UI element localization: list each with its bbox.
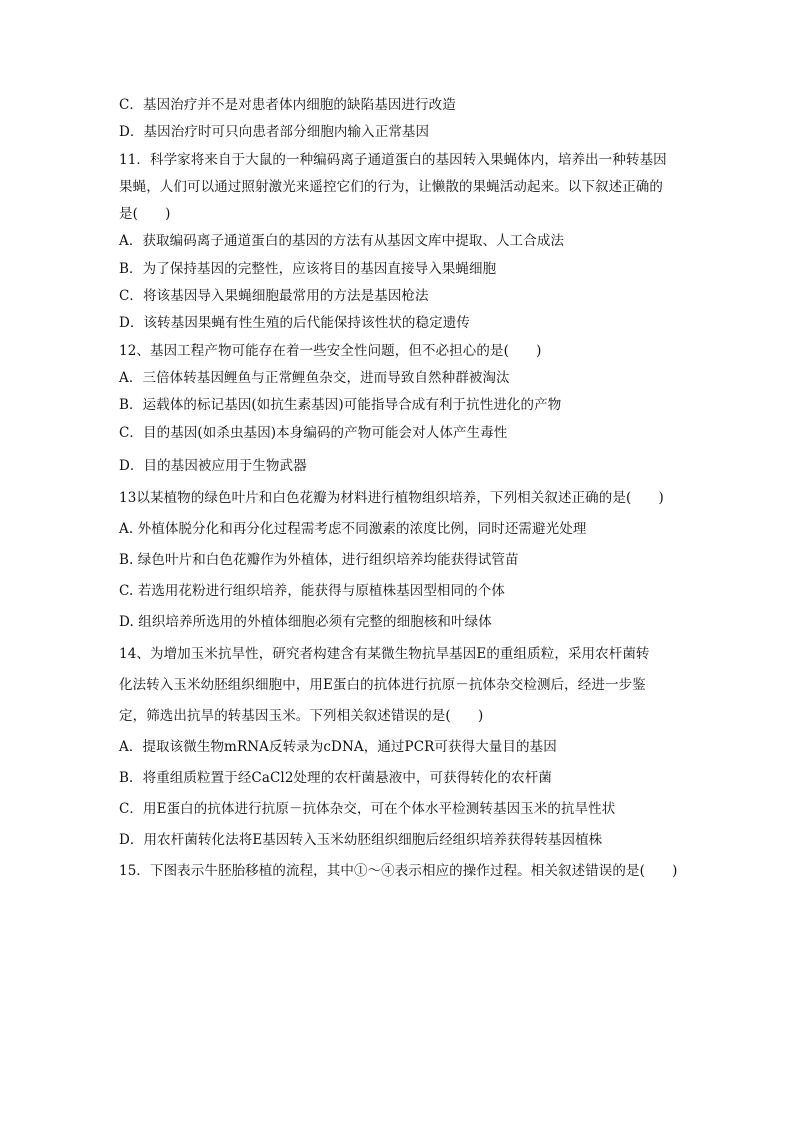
q12-option-d: D．目的基因被应用于生物武器 — [119, 458, 307, 474]
q13-stem: 13以某植物的绿色叶片和白色花瓣为材料进行植物组织培养，下列相关叙述正确的是( ) — [119, 490, 664, 506]
q11-option-c: C．将该基因导入果蝇细胞最常用的方法是基因枪法 — [119, 288, 429, 304]
q14-stem-line-2: 化法转入玉米幼胚组织细胞中，用E蛋白的抗体进行抗原－抗体杂交检测后，经进一步鉴 — [119, 677, 646, 693]
q11-stem-line-2: 果蝇，人们可以通过照射激光来遥控它们的行为，让懒散的果蝇活动起来。以下叙述正确的 — [119, 179, 663, 195]
q14-option-b: B．将重组质粒置于经CaCl2处理的农杆菌悬液中，可获得转化的农杆菌 — [119, 770, 552, 786]
q11-stem-line-1: 11．科学家将来自于大鼠的一种编码离子通道蛋白的基因转入果蝇体内，培养出一种转基因 — [119, 152, 667, 168]
q11-option-d: D．该转基因果蝇有性生殖的后代能保持该性状的稳定遗传 — [119, 315, 470, 331]
q12-option-c: C．目的基因(如杀虫基因)本身编码的产物可能会对人体产生毒性 — [119, 425, 508, 441]
q14-option-d: D．用农杆菌转化法将E基因转入玉米幼胚组织细胞后经组织培养获得转基因植株 — [119, 832, 603, 848]
q10-option-c: C．基因治疗并不是对患者体内细胞的缺陷基因进行改造 — [119, 97, 456, 113]
q13-option-a: A. 外植体脱分化和再分化过程需考虑不同激素的浓度比例，同时还需避光处理 — [119, 521, 587, 537]
q13-option-c: C. 若选用花粉进行组织培养，能获得与原植株基因型相同的个体 — [119, 583, 505, 599]
q14-option-c: C．用E蛋白的抗体进行抗原－抗体杂交，可在个体水平检测转基因玉米的抗旱性状 — [119, 801, 616, 817]
q14-option-a: A．提取该微生物mRNA反转录为cDNA，通过PCR可获得大量目的基因 — [119, 739, 557, 755]
q15-stem: 15．下图表示牛胚胎移植的流程，其中①～④表示相应的操作过程。相关叙述错误的是( ) — [119, 863, 678, 879]
q12-option-a: A．三倍体转基因鲤鱼与正常鲤鱼杂交，进而导致自然种群被淘汰 — [119, 370, 510, 386]
q14-stem-line-1: 14、为增加玉米抗旱性，研究者构建含有某微生物抗旱基因E的重组质粒，采用农杆菌转 — [119, 646, 650, 662]
q10-option-d: D．基因治疗时可只向患者部分细胞内输入正常基因 — [119, 124, 430, 140]
q13-option-b: B. 绿色叶片和白色花瓣作为外植体，进行组织培养均能获得试管苗 — [119, 552, 519, 568]
q11-option-a: A．获取编码离子通道蛋白的基因的方法有从基因文库中提取、人工合成法 — [119, 233, 565, 249]
q13-option-d: D. 组织培养所选用的外植体细胞必须有完整的细胞核和叶绿体 — [119, 614, 492, 630]
q14-stem-line-3: 定，筛选出抗旱的转基因玉米。下列相关叙述错误的是( ) — [119, 708, 484, 724]
q11-stem-line-3: 是( ) — [119, 206, 171, 222]
q11-option-b: B．为了保持基因的完整性，应该将目的基因直接导入果蝇细胞 — [119, 261, 497, 277]
q12-stem: 12、基因工程产物可能存在着一些安全性问题，但不必担心的是( ) — [119, 343, 542, 359]
q12-option-b: B．运载体的标记基因(如抗生素基因)可能指导合成有利于抗性进化的产物 — [119, 397, 562, 413]
